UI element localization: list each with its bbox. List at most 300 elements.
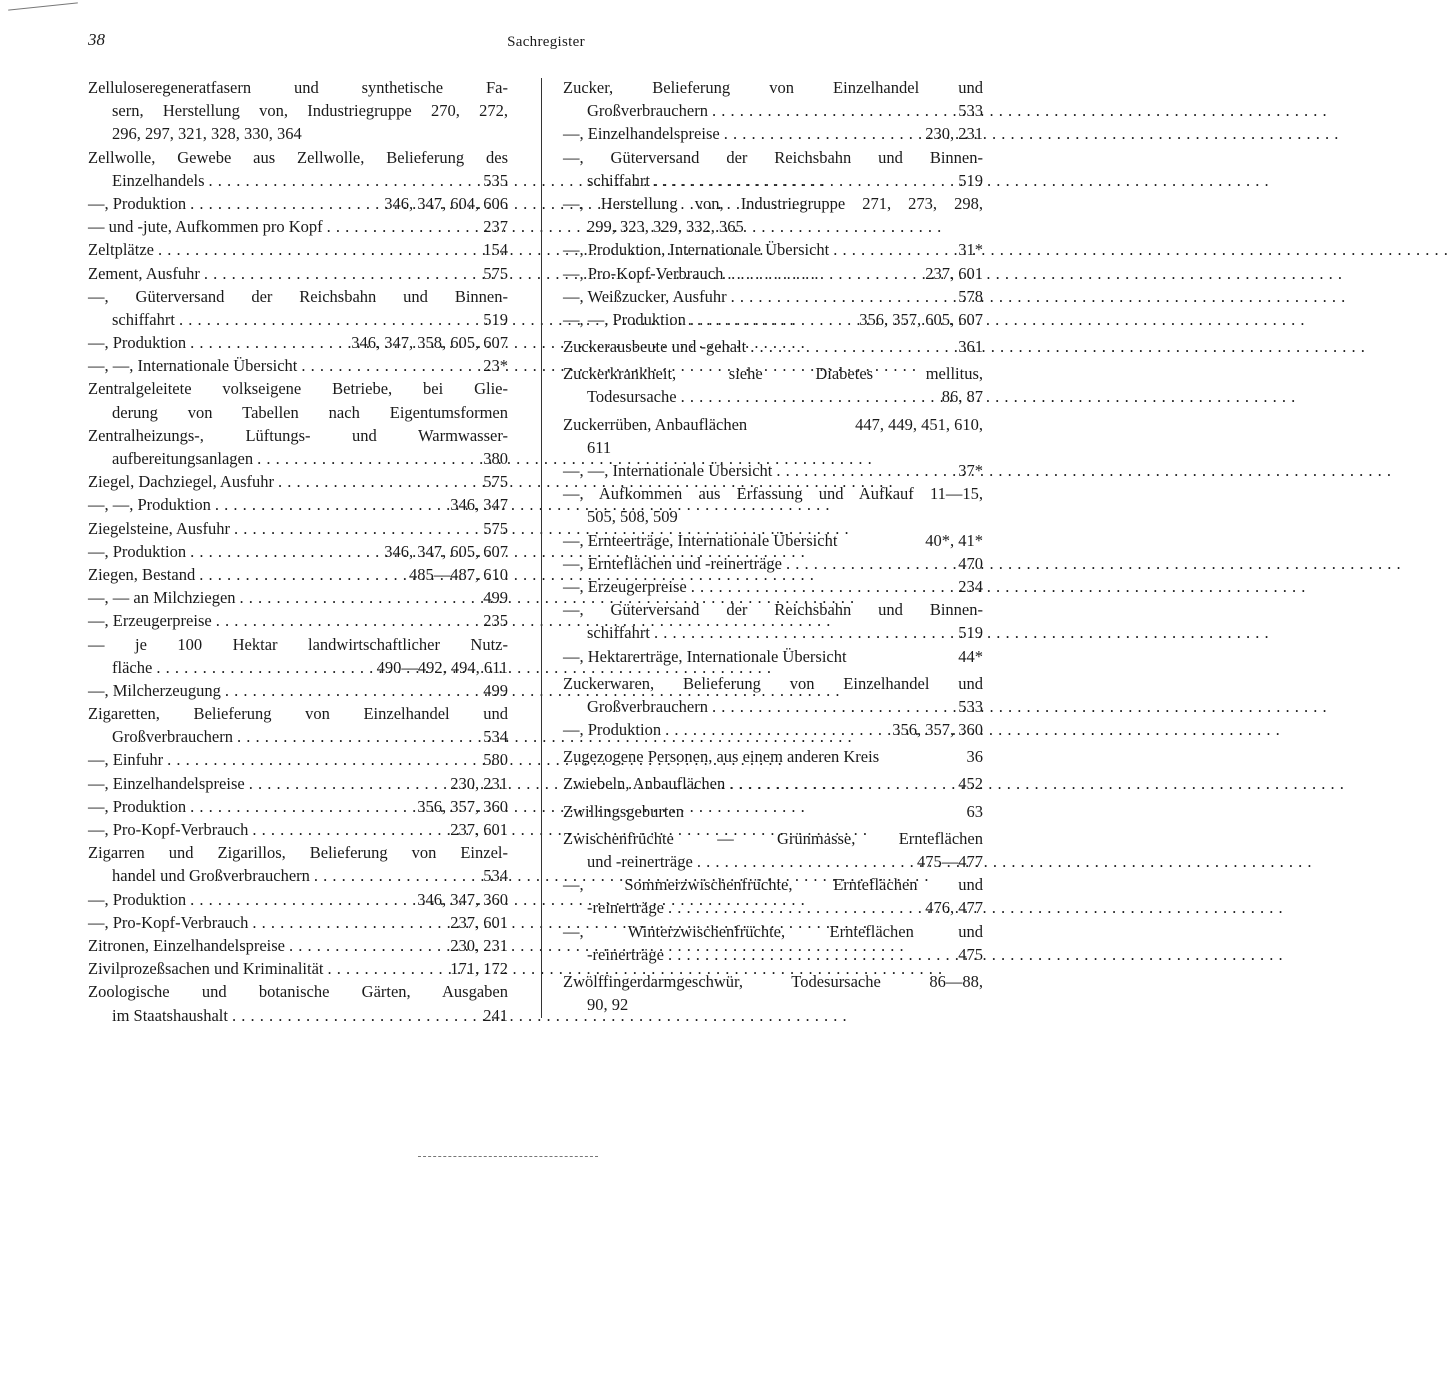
index-term: sern, Herstellung von, Industriegruppe 270, 272, <box>112 101 508 121</box>
dot-leader <box>190 795 413 818</box>
index-line <box>563 335 983 358</box>
index-term: —, Weißzucker, Ausfuhr <box>563 286 727 306</box>
dot-leader <box>240 586 480 609</box>
index-term: 299, 323, 329, 332, 365 <box>587 217 744 237</box>
page-reference: 470 <box>958 553 983 573</box>
page-reference: 237, 601 <box>925 263 983 283</box>
page-reference: 533 <box>958 101 983 121</box>
index-entry <box>563 459 983 482</box>
index-entry <box>88 934 508 957</box>
page-reference: 23* <box>483 356 508 376</box>
index-term: Ziegen, Bestand <box>88 564 196 584</box>
index-entry <box>88 540 508 563</box>
index-term: Ziegel, Dachziegel, Ausfuhr <box>88 472 275 492</box>
dot-leader <box>654 169 954 192</box>
index-entry <box>88 911 508 934</box>
index-entry <box>88 215 508 238</box>
page-reference: 241 <box>483 1005 508 1025</box>
dot-leader <box>681 385 938 408</box>
index-column-right <box>563 76 983 1016</box>
index-line <box>88 911 508 934</box>
index-entry <box>563 575 983 598</box>
index-line <box>88 656 508 679</box>
index-line <box>88 633 508 656</box>
footer-rule <box>418 1156 598 1157</box>
index-line <box>563 215 983 238</box>
index-line <box>88 888 508 911</box>
index-term: Zivilprozeßsachen und Kriminalität <box>88 959 324 979</box>
index-column-left <box>88 76 508 1027</box>
index-line <box>88 262 508 285</box>
index-line <box>563 505 983 528</box>
index-line <box>88 146 508 169</box>
page-reference: 485—487, 610 <box>409 564 508 584</box>
index-term: —, Produktion <box>563 720 662 740</box>
index-term: —, Pro-Kopf-Verbrauch <box>563 263 724 283</box>
index-term: Zentralgeleitete volkseigene Betriebe, bei Glie- <box>88 379 508 399</box>
index-line <box>88 934 508 957</box>
index-term: Großverbrauchern <box>587 101 708 121</box>
dot-leader <box>729 772 954 795</box>
index-term: Großverbrauchern <box>587 696 708 716</box>
dot-leader <box>209 169 480 192</box>
index-entry <box>563 192 983 238</box>
index-entry <box>563 827 983 873</box>
page-reference: 86, 87 <box>941 387 983 407</box>
index-entry <box>563 718 983 741</box>
page-reference: 346, 347, 604, 606 <box>384 193 508 213</box>
index-term: 611 <box>587 437 612 457</box>
index-line <box>88 864 508 887</box>
dot-leader <box>665 718 888 741</box>
dot-leader <box>724 122 922 145</box>
index-term: —, Ernteerträge, Internationale Übersicht <box>563 530 838 550</box>
index-term: —, Ernteflächen und -reinerträge <box>563 553 782 573</box>
dot-leader <box>776 459 954 482</box>
dot-leader <box>278 470 479 493</box>
index-entry <box>88 517 508 540</box>
dot-leader <box>232 1004 479 1027</box>
index-entry <box>88 331 508 354</box>
index-line <box>563 122 983 145</box>
index-term: Zoologische und botanische Gärten, Ausgaben <box>88 982 508 1002</box>
index-term: —, Pro-Kopf-Verbrauch <box>88 820 249 839</box>
index-line <box>563 621 983 644</box>
index-term: —, Erzeugerpreise <box>88 611 212 631</box>
page-reference: 234 <box>958 576 983 596</box>
dot-leader <box>327 215 480 238</box>
index-entry <box>563 482 983 528</box>
index-term: schiffahrt <box>587 623 650 643</box>
index-line <box>563 873 983 896</box>
index-term: —, Produktion, Internationale Übersicht <box>563 240 830 260</box>
index-line <box>88 99 508 122</box>
index-line <box>563 362 983 385</box>
dot-leader <box>328 957 447 980</box>
index-line <box>88 76 508 99</box>
index-line <box>563 645 983 668</box>
index-entry <box>563 262 983 285</box>
index-term: Ziegelsteine, Ausfuhr <box>88 518 231 538</box>
index-term: aufbereitungsanlagen <box>112 449 254 468</box>
page-header: Sachregister <box>507 34 585 50</box>
index-term: —, Sommerzwischenfrüchte, Ernteflächen und <box>563 875 983 895</box>
index-term: — und -jute, Aufkommen pro Kopf <box>88 217 323 237</box>
index-term: Zentralheizungs-, Lüftungs- und Warmwasser- <box>88 425 508 445</box>
index-entry <box>88 146 508 192</box>
page-reference: 475 <box>958 944 983 964</box>
dot-leader <box>712 99 954 122</box>
page-reference: 361 <box>958 337 983 357</box>
page-reference: 534 <box>483 727 508 747</box>
index-entry <box>88 563 508 586</box>
page-number: 38 <box>88 30 105 49</box>
page-reference: 31* <box>958 240 983 260</box>
index-line <box>88 470 508 493</box>
index-line <box>88 238 508 261</box>
dot-leader <box>156 656 372 679</box>
index-entry <box>563 308 983 331</box>
index-term: —, — an Milchziegen <box>88 588 236 608</box>
index-line <box>88 748 508 771</box>
index-term: —, —, Produktion <box>563 309 686 329</box>
page-reference: 154 <box>483 240 508 260</box>
index-term: Zellwolle, Gewebe aus Zellwolle, Belieferung des <box>88 147 508 167</box>
page-reference: 237 <box>483 217 508 237</box>
dot-leader <box>225 679 479 702</box>
index-term: Zucker, Belieferung von Einzelhandel und <box>563 78 983 97</box>
index-entry <box>88 702 508 748</box>
index-line <box>88 980 508 1003</box>
index-term: —, Winterzwischenfrüchte, Ernteflächen und <box>563 921 983 941</box>
index-term: — je 100 Hektar landwirtschaftlicher Nutz- <box>88 634 508 654</box>
index-entry <box>88 633 508 679</box>
page-reference: 580 <box>483 750 508 770</box>
index-line <box>563 146 983 169</box>
dot-leader <box>668 943 954 966</box>
index-line <box>563 800 983 823</box>
page-reference: 578 <box>958 286 983 306</box>
page-reference: 346, 347, 358, 605, 607 <box>351 333 508 353</box>
page-reference: 37* <box>958 461 983 480</box>
index-line <box>88 192 508 215</box>
index-line <box>88 540 508 563</box>
index-term: —, Produktion <box>88 796 187 816</box>
index-line <box>563 413 983 436</box>
index-term: 296, 297, 321, 328, 330, 364 <box>112 124 302 144</box>
index-entry <box>88 354 508 377</box>
dot-leader <box>190 331 347 354</box>
page-reference: 519 <box>958 170 983 190</box>
index-entry <box>88 748 508 771</box>
index-line <box>563 943 983 966</box>
index-line <box>88 308 508 331</box>
index-term: und -reinerträge <box>587 852 693 871</box>
dot-leader <box>234 517 479 540</box>
page-reference: 171, 172 <box>450 959 508 979</box>
index-term: —, —, Internationale Übersicht <box>88 356 298 376</box>
index-term: —, Produktion <box>88 889 187 909</box>
index-entry <box>563 238 983 261</box>
index-line <box>563 308 983 331</box>
page-reference: 380 <box>483 449 508 468</box>
index-term: —, Güterversand der Reichsbahn und Binnen- <box>563 147 983 167</box>
index-line <box>88 285 508 308</box>
index-line <box>563 598 983 621</box>
dot-leader <box>690 308 855 331</box>
dot-leader <box>833 238 954 261</box>
page-reference: 346, 347 <box>450 495 508 515</box>
index-line <box>563 718 983 741</box>
dot-leader <box>727 262 921 285</box>
index-entry <box>563 598 983 644</box>
index-line <box>88 1004 508 1027</box>
page-reference: 36 <box>966 747 983 767</box>
index-line <box>563 459 983 482</box>
index-line <box>88 841 508 864</box>
index-term: Großverbrauchern <box>112 727 233 747</box>
index-line <box>563 896 983 919</box>
index-line <box>563 436 983 459</box>
index-entry <box>88 238 508 261</box>
index-term: —, —, Internationale Übersicht <box>563 461 773 480</box>
dot-leader <box>691 575 955 598</box>
index-term: schiffahrt <box>587 170 650 190</box>
index-entry <box>88 609 508 632</box>
page-reference: 44* <box>958 646 983 666</box>
page-reference: 63 <box>966 801 983 821</box>
index-entry <box>563 800 983 823</box>
index-term: schiffahrt <box>112 309 175 329</box>
index-line <box>563 672 983 695</box>
dot-leader <box>179 308 479 331</box>
index-entry <box>563 873 983 919</box>
index-term: Zuckerrüben, Anbauflächen <box>563 414 748 434</box>
index-term: -reinerträge <box>587 898 664 918</box>
index-line <box>563 970 983 993</box>
index-term: derung von Tabellen nach Eigentumsformen <box>112 402 508 422</box>
page-reference: 230, 231 <box>925 124 983 144</box>
index-entry <box>88 493 508 516</box>
dot-leader <box>252 818 446 841</box>
index-entry <box>88 795 508 818</box>
index-term: Zwischenfrüchte — Grünmasse, Ernteflächen <box>563 828 983 848</box>
index-term: Zeltplätze <box>88 240 154 260</box>
dot-leader <box>654 621 954 644</box>
index-entry <box>88 192 508 215</box>
index-entry <box>563 529 983 552</box>
index-entry <box>88 262 508 285</box>
index-term: —, Pro-Kopf-Verbrauch <box>88 912 249 932</box>
index-line <box>88 609 508 632</box>
index-term: Zement, Ausfuhr <box>88 263 200 283</box>
index-entry <box>88 424 508 470</box>
index-entry <box>563 920 983 966</box>
index-term: Zwölffingerdarmgeschwür, Todesursache 86—88, <box>563 971 983 991</box>
index-entry <box>88 470 508 493</box>
index-line <box>88 517 508 540</box>
page-reference: 499 <box>483 680 508 700</box>
page-reference: 447, 449, 451, 610, <box>855 414 983 434</box>
index-line <box>88 772 508 795</box>
index-entry <box>563 76 983 122</box>
index-entry <box>88 377 508 423</box>
index-entry <box>88 841 508 887</box>
index-entry <box>563 745 983 768</box>
index-line <box>563 285 983 308</box>
index-line <box>563 262 983 285</box>
index-term: —, Milcherzeugung <box>88 680 221 700</box>
index-entry <box>563 970 983 1016</box>
index-line <box>563 192 983 215</box>
index-line <box>563 482 983 505</box>
index-term: —, Einfuhr <box>88 750 164 770</box>
index-entry <box>88 772 508 795</box>
dot-leader <box>314 864 479 887</box>
index-line <box>88 215 508 238</box>
page-reference: 356, 357, 360 <box>892 720 983 740</box>
index-line <box>88 818 508 841</box>
index-term: —, Produktion <box>88 541 187 561</box>
index-term: —, Hektarerträge, Internationale Übersicht <box>563 646 847 666</box>
index-line <box>563 552 983 575</box>
index-line <box>563 772 983 795</box>
index-entry <box>563 122 983 145</box>
index-term: Todesursache <box>587 387 677 407</box>
page-reference: 499 <box>483 588 508 608</box>
index-entry <box>88 679 508 702</box>
index-entry <box>563 552 983 575</box>
index-term: Zigaretten, Belieferung von Einzelhandel und <box>88 704 508 724</box>
index-term: Zelluloseregeneratfasern und synthetische Fa- <box>88 78 508 97</box>
index-entry <box>88 76 508 146</box>
index-term: fläche <box>112 657 153 677</box>
dot-leader <box>301 354 479 377</box>
index-term: Einzelhandels <box>112 170 205 190</box>
index-entry <box>88 818 508 841</box>
index-entry <box>563 772 983 795</box>
index-term: Zugezogene Personen, aus einem anderen Kreis <box>563 747 880 767</box>
page-reference: 575 <box>483 263 508 283</box>
dot-leader <box>204 262 479 285</box>
index-line <box>88 725 508 748</box>
index-entry <box>563 413 983 459</box>
page-reference: 356, 357, 360 <box>417 796 508 816</box>
dot-leader <box>289 934 446 957</box>
index-line <box>88 331 508 354</box>
index-term: Zigarren und Zigarillos, Belieferung von Einzel- <box>88 843 508 863</box>
dot-leader <box>712 695 954 718</box>
index-term: —, Erzeugerpreise <box>563 576 687 596</box>
index-term: Zwiebeln, Anbauflächen <box>563 774 726 794</box>
index-line <box>563 827 983 850</box>
dot-leader <box>252 911 446 934</box>
index-entry <box>563 146 983 192</box>
index-term: Zuckerausbeute und -gehalt <box>563 337 747 357</box>
page-reference: 230, 231 <box>450 773 508 793</box>
index-term: -reinerträge <box>587 944 664 964</box>
page-reference: 519 <box>483 309 508 329</box>
index-term: Zuckerkrankheit, siehe Diabetes mellitus, <box>563 364 983 384</box>
index-line <box>88 424 508 447</box>
index-term: Zitronen, Einzelhandelspreise <box>88 935 286 955</box>
index-line <box>563 385 983 408</box>
page-reference: 490—492, 494, 611 <box>376 657 508 677</box>
page-reference: 575 <box>483 472 508 492</box>
index-entry <box>88 285 508 331</box>
index-line <box>563 850 983 873</box>
dot-leader <box>257 447 479 470</box>
page-reference: 575 <box>483 518 508 538</box>
index-line <box>88 401 508 424</box>
dot-leader <box>215 493 446 516</box>
dot-leader <box>167 748 479 771</box>
page-reference: 237, 601 <box>450 820 508 839</box>
index-line <box>563 920 983 943</box>
index-line <box>563 529 983 552</box>
page-reference: 519 <box>958 623 983 643</box>
index-line <box>88 957 508 980</box>
index-line <box>88 122 508 145</box>
index-entry <box>88 586 508 609</box>
index-term: —, Güterversand der Reichsbahn und Binnen- <box>563 600 983 620</box>
index-line <box>88 795 508 818</box>
index-line <box>563 99 983 122</box>
index-term: handel und Großverbrauchern <box>112 866 310 886</box>
index-line <box>88 447 508 470</box>
index-term: —, Güterversand der Reichsbahn und Binnen- <box>88 286 508 306</box>
index-term: —, Einzelhandelspreise <box>563 124 720 144</box>
index-term: —, —, Produktion <box>88 495 211 515</box>
index-term: im Staatshaushalt <box>112 1005 228 1025</box>
dot-leader <box>199 563 405 586</box>
index-entry <box>563 285 983 308</box>
dot-leader <box>190 540 380 563</box>
dot-leader <box>786 552 954 575</box>
dot-leader <box>249 772 447 795</box>
page-reference: 235 <box>483 611 508 631</box>
index-entry <box>88 888 508 911</box>
dot-leader <box>190 192 380 215</box>
scan-mark <box>8 2 78 10</box>
index-line <box>563 169 983 192</box>
index-line <box>563 695 983 718</box>
index-line <box>88 679 508 702</box>
dot-leader <box>731 285 955 308</box>
dot-leader <box>158 238 479 261</box>
index-line <box>563 575 983 598</box>
dot-leader <box>237 725 479 748</box>
page-reference: 535 <box>483 170 508 190</box>
page-reference: 346, 347, 360 <box>417 889 508 909</box>
index-term: 90, 92 <box>587 995 629 1015</box>
index-line <box>563 993 983 1016</box>
index-line <box>88 493 508 516</box>
index-entry <box>88 980 508 1026</box>
column-divider <box>541 78 542 1018</box>
index-term: —, Produktion <box>88 333 187 353</box>
index-term: —, Herstellung von, Industriegruppe 271, 273, 298, <box>563 193 983 213</box>
index-line <box>88 354 508 377</box>
index-line <box>563 238 983 261</box>
page-reference: 346, 347, 605, 607 <box>384 541 508 561</box>
index-term: Zwillingsgeburten <box>563 801 684 821</box>
index-entry <box>88 957 508 980</box>
index-line <box>88 586 508 609</box>
page-reference: 230, 231 <box>450 935 508 955</box>
index-entry <box>563 335 983 358</box>
index-entry <box>563 672 983 718</box>
